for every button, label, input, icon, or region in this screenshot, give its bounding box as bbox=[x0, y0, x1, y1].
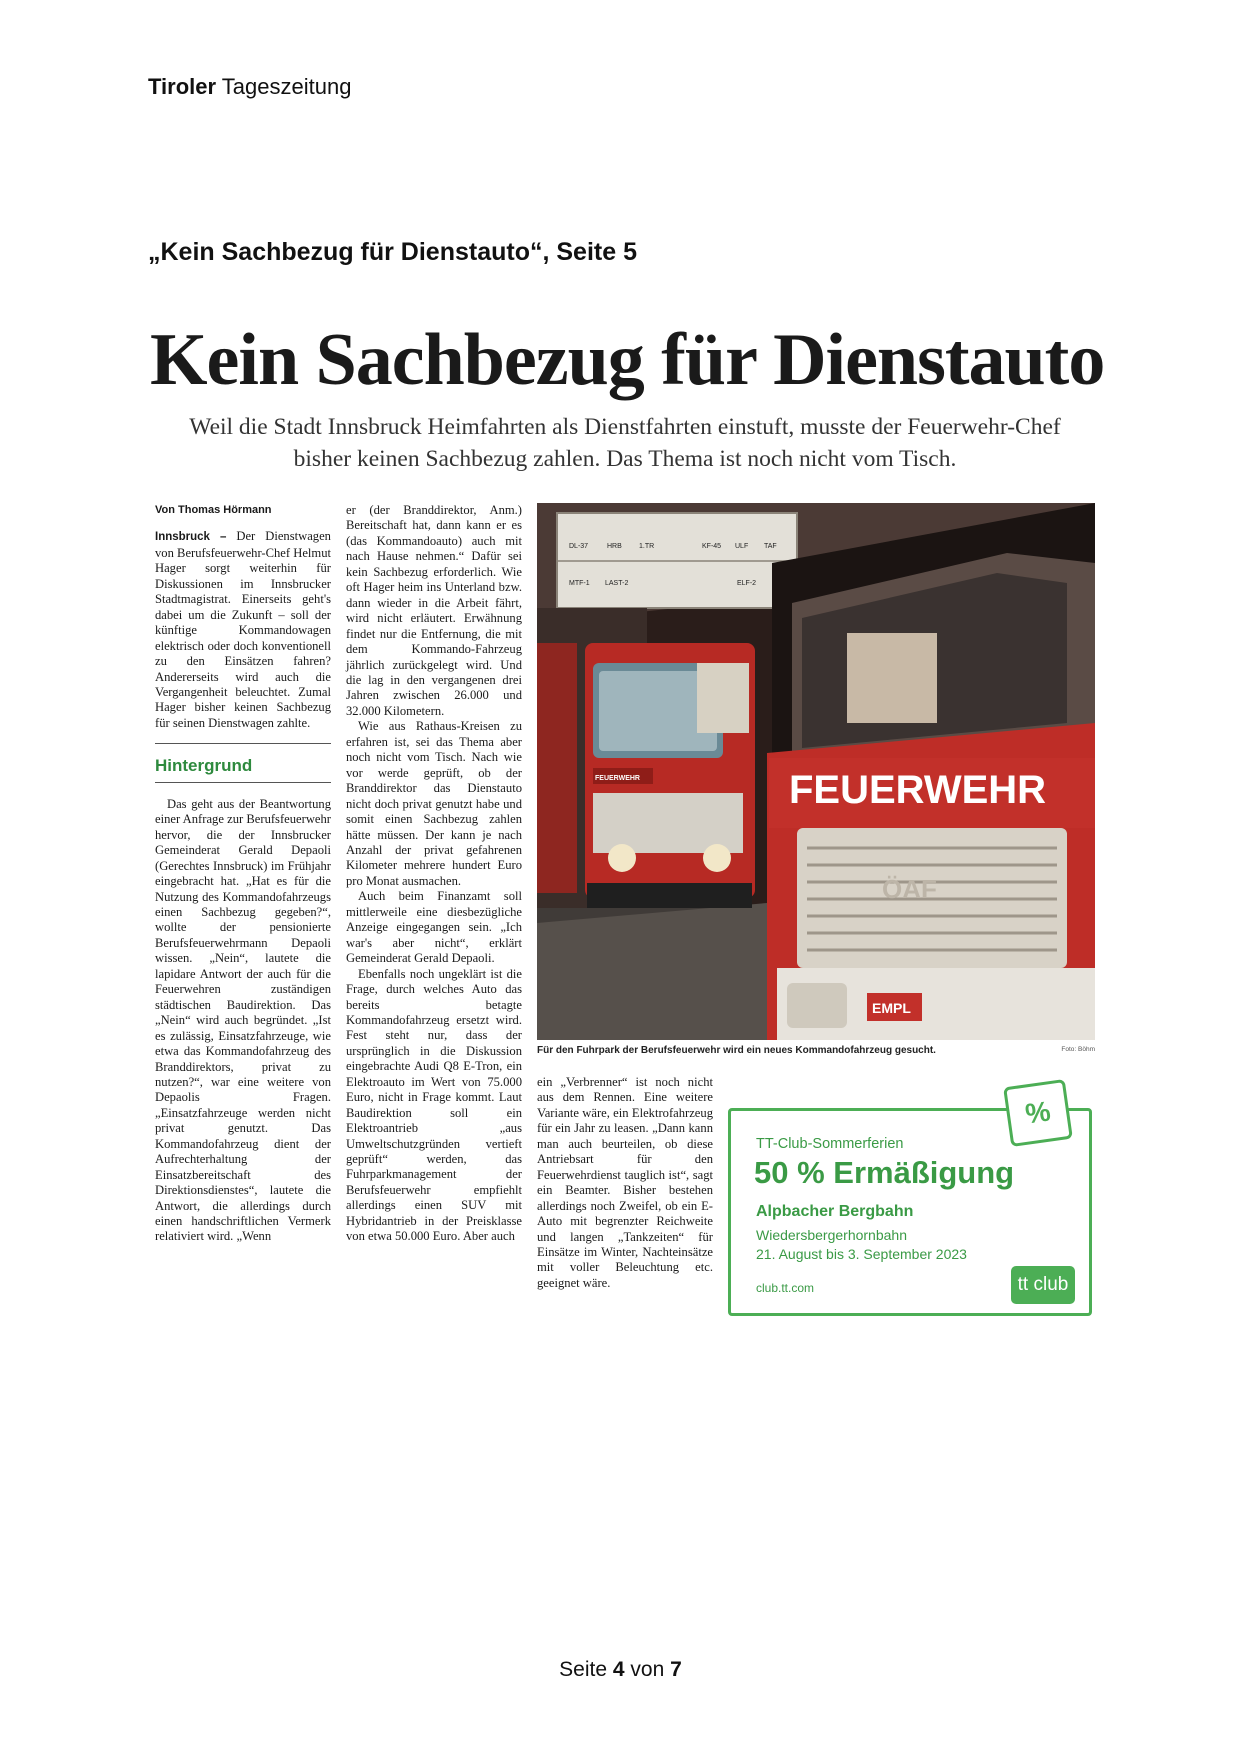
article-column-3 bbox=[537, 1075, 713, 1291]
board-label: 1.TR bbox=[639, 543, 655, 550]
footer-current-page: 4 bbox=[612, 1658, 625, 1681]
board-label: LAST-2 bbox=[605, 580, 629, 587]
board-label: ULF bbox=[735, 543, 749, 550]
hintergrund-box-title: Hintergrund bbox=[155, 743, 331, 782]
article-subheadline: Weil die Stadt Innsbruck Heimfahrten als Dienstfahrten einstuft, musste der Feuerwehr-Chef bisher keinen Sachbezug zahlen. Das Thema ist noch nicht vom Tisch. bbox=[189, 414, 1061, 472]
board-label: ELF-2 bbox=[737, 580, 757, 587]
brand-rest: Tageszeitung bbox=[221, 74, 352, 99]
article-reference: „Kein Sachbezug für Dienstauto“, Seite 5 bbox=[148, 238, 637, 266]
fire-truck-photo bbox=[537, 503, 1095, 1040]
column1-paragraph: Das geht aus der Beantwortung einer Anfrage zur Berufsfeuerwehr hervor, die der Innsbrucker Gemeinderat Gerald Depaoli (Gerechtes Innsbruck) im Frühjahr eingebracht hat. „Hat es für die Nutzung des Kommandofahrzeugs einen Sachbezug gegeben?“, wollte der pensionierte Berufsfeuerwehrmann Depaoli wissen. „Nein“, lautete die lapidare Antwort der auch für die Feuerwehren zuständigen städtischen Baudirektion. Das „Nein“ wird auch begründet. „Ist es zulässig, Einsatzfahrzeuge, wie etwa das Kommandofahrzeug des Branddirektors, privat zu nutzen?“, war eine weitere von Depaolis Fragen. „Einsatzfahrzeuge werden nicht privat genutzt. Das Kommandofahrzeug dient der Aufrechterhaltung der Einsatzbereitschaft des Direktionsdienstes“, lautete die Antwort, die allerdings durch einen handschriftlichen Vermerk relativiert wird. „Wenn bbox=[155, 796, 331, 1244]
dateline: Innsbruck – bbox=[155, 531, 227, 544]
board-label: HRB bbox=[607, 543, 622, 550]
page-header bbox=[148, 74, 351, 100]
grille-brand: ÖAF bbox=[882, 874, 937, 904]
ad-campaign: TT-Club-Sommerferien bbox=[756, 1136, 904, 1152]
photo-credit: Foto: Böhm bbox=[1061, 1046, 1095, 1053]
article-headline: Kein Sachbezug für Dienstauto bbox=[150, 319, 1105, 401]
footer-middle: von bbox=[630, 1658, 665, 1681]
article-column-1 bbox=[155, 503, 331, 1245]
column2-paragraph-1: er (der Branddirektor, Anm.) Bereitschaft hat, dann kann er es (das Kommandoauto) auch mit nach Hause nehmen.“ Dafür sei kein Sachbezug erforderlich. Wie oft Hager heim ins Unterland bzw. dann wieder in die Arbeit fährt, wird nicht erläutert. Erwähnung findet nur die Entfernung, die mit dem Kommando-Fahrzeug jährlich zurückgelegt wird. Und die lag in den vergangenen drei Jahren zwischen 26.000 und 32.000 Kilometern. bbox=[346, 503, 522, 718]
ad-subvenue: Wiedersbergerhornbahn bbox=[756, 1227, 907, 1243]
ad-venue: Alpbacher Bergbahn bbox=[756, 1203, 914, 1220]
page-footer bbox=[0, 1658, 1241, 1682]
lead-text: Der Dienstwagen von Berufsfeuerwehr-Chef Helmut Hager sorgt weiterhin für Diskussionen im Innsbrucker Stadtmagistrat. Einerseits geht's dabei um die Zukunft – soll der künftige Kommandowagen elektrisch oder doch konventionell zu den Einsätzen fahren? Andererseits wird auch die Vergangenheit beleuchtet. Zumal Hager bisher keinen Sachbezug für seinen Dienstwagen zahlte. bbox=[155, 529, 331, 730]
ad-dates: 21. August bis 3. September 2023 bbox=[756, 1246, 967, 1262]
author-byline: Von Thomas Hörmann bbox=[155, 504, 272, 516]
front-plate: EMPL bbox=[872, 1000, 911, 1016]
board-label: KF-45 bbox=[702, 543, 722, 550]
footer-prefix: Seite bbox=[559, 1658, 608, 1681]
article-column-2 bbox=[346, 503, 522, 1245]
column2-paragraph-4: Ebenfalls noch ungeklärt ist die Frage, durch welches Auto das bereits betagte Kommandofahrzeug ersetzt wird. Fest steht nur, dass der ursprünglich in die Diskussion eingebrachte Audi Q8 E-Tron, ein Elektroauto im Wert von 75.000 Euro, nicht in Frage kommt. Laut Baudirektion soll ein Elektroantrieb „aus Umweltschutzgründen vertieft geprüft“ werden, das Fuhrparkmanagement der Berufsfeuerwehr empfiehlt allerdings einen SUV mit Hybridantrieb in der Preisklasse von etwa 50.000 Euro. Aber auch bbox=[346, 966, 522, 1244]
small-truck-label: FEUERWEHR bbox=[595, 775, 640, 782]
board-label: MTF-1 bbox=[569, 580, 590, 587]
brand-bold: Tiroler bbox=[148, 74, 217, 99]
board-label: DL-37 bbox=[569, 543, 589, 550]
photo-caption-row bbox=[537, 1045, 1095, 1056]
ad-url[interactable]: club.tt.com bbox=[756, 1281, 815, 1295]
footer-total-pages: 7 bbox=[670, 1658, 682, 1681]
tt-club-logo: tt club bbox=[1011, 1266, 1075, 1304]
column3-paragraph: ein „Verbrenner“ ist noch nicht aus dem Rennen. Eine weitere Variante wäre, ein Elektrofahrzeug für ein Jahr zu leasen. „Dann kann man auch beurteilen, ob diese Antriebsart für den Feuerwehrdienst tauglich ist“, sagt ein Beamter. Bisher bestehen allerdings noch Zweifel, ob ein E-Auto mit begrenzter Reichweite und langen „Tankzeiten“ für Einsätze im Winter, Nachteinsätze mit voller Beleuchtung etc. geeignet wäre. bbox=[537, 1075, 713, 1290]
lead-paragraph bbox=[155, 529, 331, 731]
percent-badge-icon: % bbox=[1003, 1079, 1073, 1147]
ad-discount: 50 % Ermäßigung bbox=[754, 1155, 1015, 1190]
board-label: TAF bbox=[764, 543, 777, 550]
tt-club-ad[interactable] bbox=[728, 1095, 1092, 1316]
column2-paragraph-2: Wie aus Rathaus-Kreisen zu erfahren ist, sei das Thema aber noch nicht vom Tisch. Nach wie vor werde geprüft, ob der Branddirektor das Dienstauto nicht doch privat genutzt habe und somit einen Sachbezug zahlen hätte müssen. Der kann je nach Anzahl der privat gefahrenen Kilometer mehrere hundert Euro pro Monat ausmachen. bbox=[346, 719, 522, 888]
column2-paragraph-3: Auch beim Finanzamt soll mittlerweile eine diesbezügliche Anzeige eingegangen sein. „Ich war's aber nicht“, erklärt Gemeinderat Gerald Depaoli. bbox=[346, 889, 522, 966]
big-truck-label: FEUERWEHR bbox=[789, 768, 1047, 812]
photo-caption: Für den Fuhrpark der Berufsfeuerwehr wird ein neues Kommandofahrzeug gesucht. bbox=[537, 1045, 936, 1056]
